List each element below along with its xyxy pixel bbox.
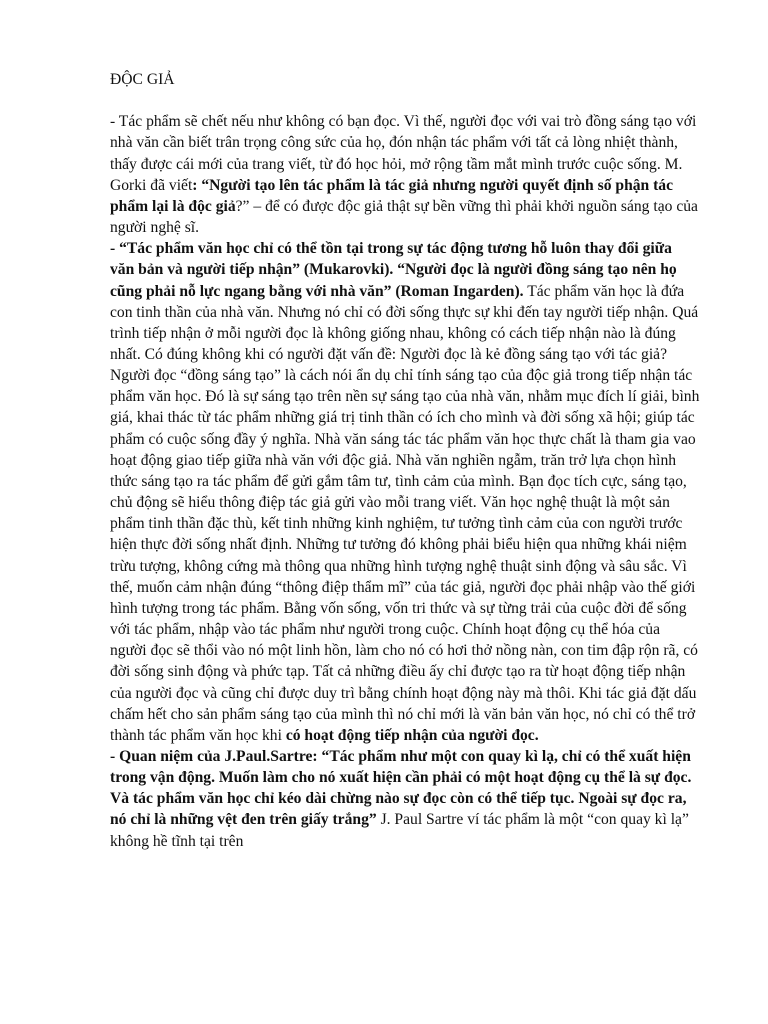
sartre-quote: - Quan niệm của J.Paul.Sartre: “Tác phẩm như một con quay kì lạ, chỉ có thể xuất hiện trong vận động. Muốn làm cho nó xuất hiện cần phải có một hoạt động cụ thể là sự đọc. Và tác phẩm văn học chỉ kéo dài chừng nào sự đọc còn có thể tiếp tục. Ngoài sự đọc ra, nó chỉ là những vệt đen trên giấy trắng” <box>110 747 692 829</box>
paragraph-2-text-1: Tác phẩm văn học là đứa con tinh thần của nhà văn. Nhưng nó chỉ có đời sống thực sự khi đến tay người tiếp nhận. Quá trình tiếp nhận ở mỗi người đọc là không giống nhau, không có cách tiếp nhận nào là đúng nhất. Có đúng không khi có người đặt vấn đề: Người đọc là kẻ đồng sáng tạo với tác giả? Người đọc “đồng sáng tạo” là cách nói ẩn dụ chỉ tính sáng tạo của độc giả trong tiếp nhận tác phẩm văn học. Đó là sự sáng tạo trên nền sự sáng tạo của nhà văn, nhằm mục đích lí giải, bình giá, khai thác từ tác phẩm những giá trị tinh thần có ích cho mình và đời sống xã hội; giúp tác phẩm có cuộc sống đầy ý nghĩa. Nhà văn sáng tác tác phẩm văn học thực chất là tham gia vao hoạt động giao tiếp giữa nhà văn với độc giả. Nhà văn nghiền ngẫm, trăn trở lựa chọn hình thức sáng tạo ra tác phẩm để gửi gắm tâm tư, tình cảm của mình. Bạn đọc tích cực, sáng tạo, chủ động sẽ hiểu thông điệp tác giả gửi vào mỗi trang viết. Văn học nghệ thuật là một sản phẩm tinh thần đặc thù, kết tinh những kinh nghiệm, tư tưởng tình cảm của con người trước hiện thực đời sống nhất định. Những tư tưởng đó không phải biểu hiện qua những khái niệm trừu tượng, không cứng mà thông qua những hình tượng nghệ thuật sinh động và sâu sắc. Vì thế, muốn cảm nhận đúng “thông điệp thẩm mĩ” của tác giả, người đọc phải nhập vào thế giới hình tượng trong tác phẩm. Bằng vốn sống, vốn tri thức và sự từng trải của cuộc đời để sống với tác phẩm, nhập vào tác phẩm như người trong cuộc. Chính hoạt động cụ thể hóa của người đọc sẽ thổi vào nó một linh hồn, làm cho nó có hơi thở nồng nàn, con tim đập rộn rã, có đời sống sinh động và phức tạp. Tất cả những điều ấy chỉ được tạo ra từ hoạt động tiếp nhận của người đọc và cũng chỉ được duy trì bằng chính hoạt động này mà thôi. Khi tác giả đặt dấu chấm hết cho sản phẩm sáng tạo của mình thì nó chỉ mới là văn bản văn học, nó chỉ có thể trở thành tác phẩm văn học khi <box>110 282 700 744</box>
paragraph-2 <box>110 238 700 746</box>
paragraph-1-text-1: - Tác phẩm sẽ chết nếu như không có bạn đọc. Vì thế, người đọc với vai trò đồng sáng tạo với nhà văn cần biết trân trọng công sức của họ, đón nhận tác phẩm với tất cả lòng nhiệt thành, thấy được cái mới của trang viết, từ đó học hỏi, mở rộng tầm mắt mình trước cuộc sống. M. Gorki đã viết <box>110 113 697 194</box>
document-title: ĐỘC GIẢ <box>110 71 175 88</box>
paragraph-3 <box>110 746 700 852</box>
mukarovki-ingarden-quote: - “Tác phẩm văn học chỉ có thể tồn tại trong sự tác động tương hỗ luôn thay đổi giữa văn bản và người tiếp nhận” (Mukarovki). “Người đọc là người đồng sáng tạo nên họ cũng phải nỗ lực ngang bằng với nhà văn” (Roman Ingarden). <box>110 240 677 300</box>
paragraph-2-conclusion: có hoạt động tiếp nhận của người đọc. <box>285 726 539 744</box>
document-body <box>110 69 700 852</box>
paragraph-3-text-1: J. Paul Sartre ví tác phẩm là một “con quay kì lạ” không hề tĩnh tại trên <box>110 811 689 850</box>
paragraph-1 <box>110 111 700 238</box>
gorki-quote: : “Người tạo lên tác phẩm là tác giả nhưng người quyết định số phận tác phẩm lại là độc giả <box>110 176 674 215</box>
paragraph-1-text-2: ?” – để có được độc giả thật sự bền vững thì phải khởi nguồn sáng tạo của người nghệ sĩ. <box>110 197 698 237</box>
